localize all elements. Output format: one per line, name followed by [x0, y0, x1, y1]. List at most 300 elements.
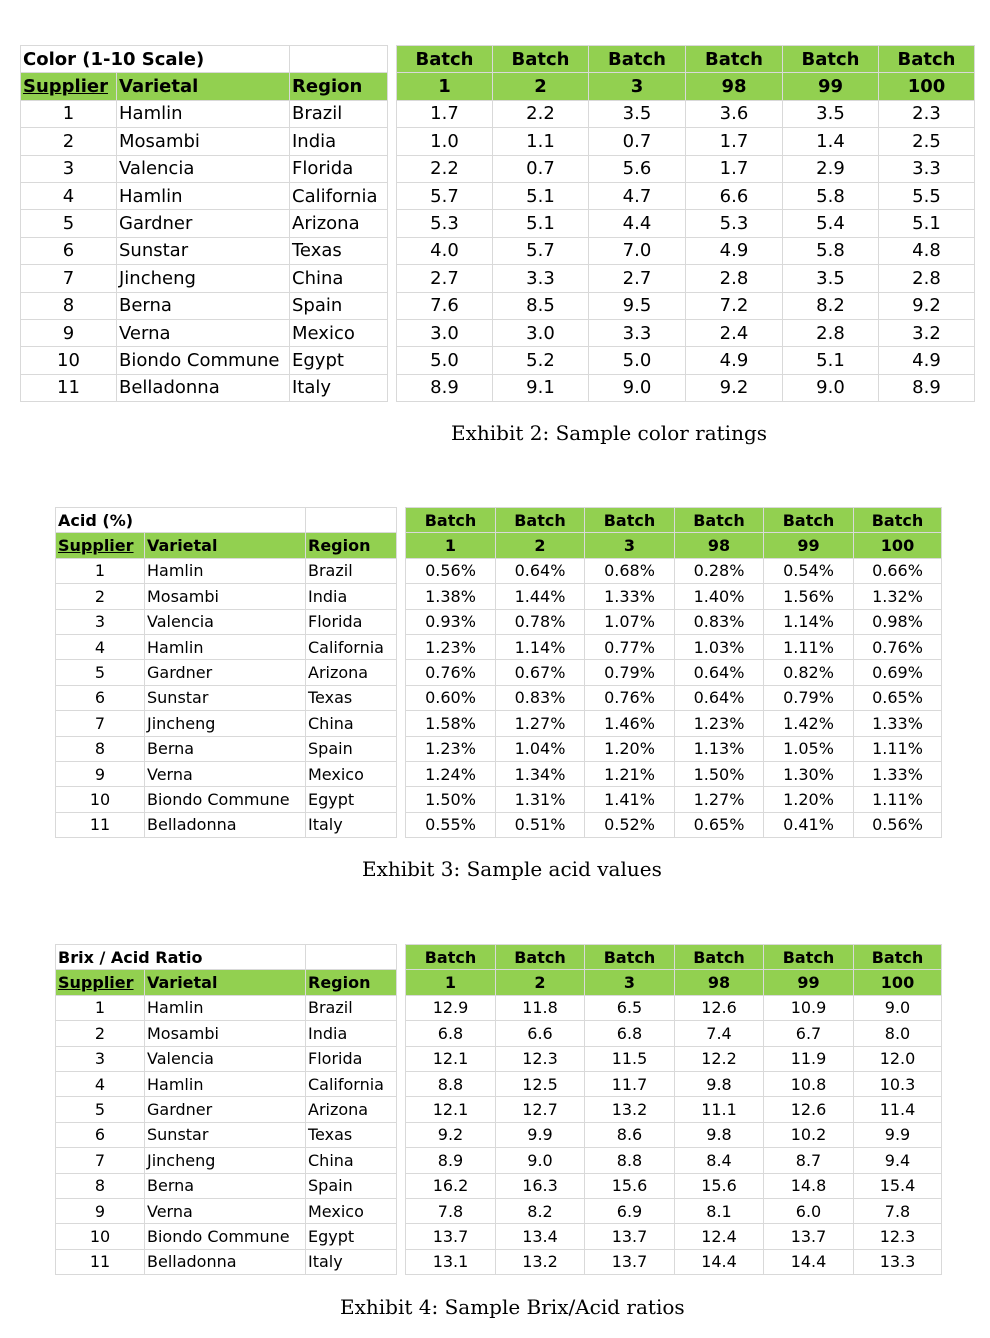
value-cell: 1.56%: [764, 584, 854, 609]
table-row: [21, 210, 975, 237]
value-cell: 5.4: [783, 210, 879, 237]
gap-cell: [388, 155, 397, 182]
varietal-cell: Hamlin: [145, 634, 306, 659]
value-cell: 3.0: [397, 319, 493, 346]
value-cell: 9.0: [783, 374, 879, 401]
gap-cell: [388, 237, 397, 264]
batch-header-label: Batch: [764, 945, 854, 970]
value-cell: 14.4: [675, 1249, 764, 1274]
table-row: [56, 1046, 942, 1071]
value-cell: 0.54%: [764, 558, 854, 583]
value-cell: 0.69%: [854, 660, 942, 685]
region-cell: Spain: [306, 1173, 397, 1198]
table-row: [56, 1071, 942, 1096]
value-cell: 11.7: [585, 1071, 675, 1096]
exhibit-2-caption: Exhibit 2: Sample color ratings: [451, 421, 768, 445]
value-cell: 6.8: [585, 1021, 675, 1046]
value-cell: 0.64%: [675, 685, 764, 710]
value-cell: 3.5: [589, 100, 686, 127]
value-cell: 0.77%: [585, 634, 675, 659]
gap-cell: [397, 508, 406, 533]
value-cell: 0.51%: [496, 812, 585, 837]
supplier-cell: 9: [56, 761, 145, 786]
table-row: [56, 1249, 942, 1274]
value-cell: 6.7: [764, 1021, 854, 1046]
value-cell: 0.79%: [585, 660, 675, 685]
value-cell: 0.64%: [675, 660, 764, 685]
varietal-cell: Jincheng: [145, 711, 306, 736]
value-cell: 12.7: [496, 1097, 585, 1122]
region-cell: Egypt: [306, 787, 397, 812]
table-row: [56, 685, 942, 710]
table-row: [56, 1173, 942, 1198]
value-cell: 9.9: [496, 1122, 585, 1147]
value-cell: 6.8: [406, 1021, 496, 1046]
value-cell: 1.0: [397, 128, 493, 155]
value-cell: 1.23%: [406, 634, 496, 659]
value-cell: 8.4: [675, 1148, 764, 1173]
value-cell: 1.34%: [496, 761, 585, 786]
value-cell: 8.9: [406, 1148, 496, 1173]
table-row: [56, 1224, 942, 1249]
value-cell: 1.20%: [764, 787, 854, 812]
value-cell: 1.07%: [585, 609, 675, 634]
blank-cell: [290, 46, 388, 73]
gap-cell: [397, 1021, 406, 1046]
value-cell: 14.8: [764, 1173, 854, 1198]
supplier-cell: 6: [21, 237, 117, 264]
value-cell: 7.8: [854, 1198, 942, 1223]
value-cell: 0.78%: [496, 609, 585, 634]
varietal-cell: Valencia: [117, 155, 290, 182]
batch-number-header: 100: [854, 970, 942, 995]
value-cell: 1.14%: [496, 634, 585, 659]
value-cell: 0.65%: [675, 812, 764, 837]
gap-cell: [397, 1071, 406, 1096]
table-row: [56, 609, 942, 634]
value-cell: 6.6: [496, 1021, 585, 1046]
batch-header-label: Batch: [585, 945, 675, 970]
batch-header-label: Batch: [585, 508, 675, 533]
value-cell: 0.82%: [764, 660, 854, 685]
batch-header-label: Batch: [406, 945, 496, 970]
varietal-cell: Gardner: [145, 660, 306, 685]
value-cell: 0.65%: [854, 685, 942, 710]
gap-cell: [397, 1224, 406, 1249]
region-cell: China: [290, 265, 388, 292]
region-header: Region: [290, 73, 388, 100]
gap-cell: [388, 265, 397, 292]
value-cell: 8.5: [493, 292, 589, 319]
varietal-cell: Gardner: [117, 210, 290, 237]
table-row: [56, 711, 942, 736]
region-cell: Arizona: [290, 210, 388, 237]
table-row: [21, 265, 975, 292]
varietal-header: Varietal: [145, 533, 306, 558]
value-cell: 5.1: [493, 210, 589, 237]
batch-number-header: 98: [675, 970, 764, 995]
gap-cell: [397, 609, 406, 634]
value-cell: 1.50%: [406, 787, 496, 812]
gap-cell: [397, 1173, 406, 1198]
value-cell: 4.8: [879, 237, 975, 264]
value-cell: 5.1: [493, 182, 589, 209]
value-cell: 1.24%: [406, 761, 496, 786]
region-cell: India: [306, 1021, 397, 1046]
gap-cell: [388, 292, 397, 319]
varietal-header: Varietal: [145, 970, 306, 995]
value-cell: 13.7: [406, 1224, 496, 1249]
gap-cell: [397, 1097, 406, 1122]
value-cell: 7.0: [589, 237, 686, 264]
value-cell: 7.4: [675, 1021, 764, 1046]
supplier-cell: 8: [21, 292, 117, 319]
table-row: [56, 558, 942, 583]
varietal-cell: Jincheng: [117, 265, 290, 292]
region-cell: Mexico: [306, 1198, 397, 1223]
supplier-header: Supplier: [21, 73, 117, 100]
varietal-cell: Mosambi: [145, 1021, 306, 1046]
value-cell: 5.0: [589, 347, 686, 374]
value-cell: 0.7: [589, 128, 686, 155]
table-row: [56, 787, 942, 812]
value-cell: 10.2: [764, 1122, 854, 1147]
value-cell: 4.9: [686, 237, 783, 264]
value-cell: 9.2: [879, 292, 975, 319]
value-cell: 2.8: [686, 265, 783, 292]
value-cell: 12.2: [675, 1046, 764, 1071]
varietal-cell: Sunstar: [145, 685, 306, 710]
region-cell: Arizona: [306, 660, 397, 685]
value-cell: 2.7: [589, 265, 686, 292]
table-row: [56, 1021, 942, 1046]
supplier-cell: 10: [56, 787, 145, 812]
value-cell: 1.40%: [675, 584, 764, 609]
region-cell: California: [306, 634, 397, 659]
varietal-cell: Mosambi: [117, 128, 290, 155]
supplier-cell: 8: [56, 1173, 145, 1198]
value-cell: 11.1: [675, 1097, 764, 1122]
value-cell: 13.7: [585, 1224, 675, 1249]
varietal-cell: Verna: [117, 319, 290, 346]
value-cell: 1.33%: [585, 584, 675, 609]
value-cell: 16.3: [496, 1173, 585, 1198]
value-cell: 4.7: [589, 182, 686, 209]
varietal-cell: Hamlin: [145, 1071, 306, 1096]
region-header: Region: [306, 533, 397, 558]
value-cell: 1.05%: [764, 736, 854, 761]
value-cell: 5.1: [783, 347, 879, 374]
value-cell: 4.9: [879, 347, 975, 374]
value-cell: 9.1: [493, 374, 589, 401]
batch-number-header: 2: [496, 970, 585, 995]
supplier-cell: 11: [56, 812, 145, 837]
value-cell: 13.7: [764, 1224, 854, 1249]
value-cell: 13.2: [585, 1097, 675, 1122]
supplier-cell: 4: [56, 634, 145, 659]
gap-cell: [397, 634, 406, 659]
varietal-cell: Jincheng: [145, 1148, 306, 1173]
value-cell: 8.2: [496, 1198, 585, 1223]
value-cell: 0.67%: [496, 660, 585, 685]
value-cell: 11.9: [764, 1046, 854, 1071]
value-cell: 0.76%: [585, 685, 675, 710]
value-cell: 1.30%: [764, 761, 854, 786]
value-cell: 1.23%: [675, 711, 764, 736]
value-cell: 0.64%: [496, 558, 585, 583]
varietal-cell: Hamlin: [145, 558, 306, 583]
value-cell: 8.8: [406, 1071, 496, 1096]
value-cell: 14.4: [764, 1249, 854, 1274]
table-row: [21, 100, 975, 127]
exhibit-3-acid-table: [55, 507, 942, 838]
value-cell: 2.5: [879, 128, 975, 155]
table-row: [56, 736, 942, 761]
varietal-cell: Valencia: [145, 1046, 306, 1071]
value-cell: 9.2: [406, 1122, 496, 1147]
region-cell: China: [306, 1148, 397, 1173]
value-cell: 5.8: [783, 182, 879, 209]
value-cell: 3.3: [589, 319, 686, 346]
value-cell: 1.44%: [496, 584, 585, 609]
batch-number-header: 99: [764, 533, 854, 558]
supplier-header: Supplier: [56, 970, 145, 995]
region-cell: Italy: [306, 812, 397, 837]
batch-number-header: 2: [493, 73, 589, 100]
table-row: [56, 761, 942, 786]
gap-cell: [397, 660, 406, 685]
value-cell: 7.6: [397, 292, 493, 319]
gap-cell: [397, 761, 406, 786]
acid-values-table: [55, 507, 942, 838]
region-cell: Italy: [290, 374, 388, 401]
region-cell: India: [290, 128, 388, 155]
batch-number-header: 2: [496, 533, 585, 558]
gap-cell: [397, 945, 406, 970]
region-cell: Texas: [306, 1122, 397, 1147]
value-cell: 1.41%: [585, 787, 675, 812]
region-cell: Egypt: [290, 347, 388, 374]
value-cell: 1.11%: [764, 634, 854, 659]
gap-cell: [397, 970, 406, 995]
value-cell: 1.7: [686, 155, 783, 182]
value-cell: 15.6: [585, 1173, 675, 1198]
supplier-cell: 2: [56, 584, 145, 609]
exhibit-3-caption: Exhibit 3: Sample acid values: [362, 857, 662, 881]
value-cell: 0.7: [493, 155, 589, 182]
value-cell: 1.11%: [854, 736, 942, 761]
value-cell: 8.8: [585, 1148, 675, 1173]
varietal-cell: Belladonna: [145, 812, 306, 837]
batch-header-label: Batch: [397, 46, 493, 73]
gap-cell: [397, 736, 406, 761]
value-cell: 10.9: [764, 995, 854, 1020]
supplier-cell: 2: [21, 128, 117, 155]
value-cell: 5.7: [493, 237, 589, 264]
varietal-cell: Hamlin: [145, 995, 306, 1020]
varietal-cell: Sunstar: [117, 237, 290, 264]
header-row-columns: [56, 970, 942, 995]
gap-cell: [388, 182, 397, 209]
varietal-cell: Verna: [145, 761, 306, 786]
value-cell: 12.6: [675, 995, 764, 1020]
value-cell: 13.4: [496, 1224, 585, 1249]
value-cell: 1.46%: [585, 711, 675, 736]
value-cell: 12.0: [854, 1046, 942, 1071]
value-cell: 1.11%: [854, 787, 942, 812]
batch-header-label: Batch: [496, 508, 585, 533]
table-row: [56, 1097, 942, 1122]
region-cell: Florida: [306, 609, 397, 634]
value-cell: 5.2: [493, 347, 589, 374]
supplier-cell: 3: [56, 609, 145, 634]
region-cell: California: [290, 182, 388, 209]
table-row: [56, 584, 942, 609]
value-cell: 6.6: [686, 182, 783, 209]
varietal-cell: Biondo Commune: [145, 1224, 306, 1249]
region-cell: Brazil: [306, 558, 397, 583]
gap-cell: [388, 374, 397, 401]
supplier-cell: 4: [21, 182, 117, 209]
supplier-cell: 10: [21, 347, 117, 374]
value-cell: 1.42%: [764, 711, 854, 736]
value-cell: 0.28%: [675, 558, 764, 583]
batch-number-header: 100: [879, 73, 975, 100]
header-row-columns: [21, 73, 975, 100]
value-cell: 0.76%: [854, 634, 942, 659]
value-cell: 0.66%: [854, 558, 942, 583]
supplier-cell: 11: [56, 1249, 145, 1274]
batch-number-header: 1: [406, 533, 496, 558]
value-cell: 0.52%: [585, 812, 675, 837]
batch-number-header: 3: [585, 970, 675, 995]
table-row: [21, 319, 975, 346]
value-cell: 9.4: [854, 1148, 942, 1173]
batch-number-header: 3: [585, 533, 675, 558]
value-cell: 0.56%: [406, 558, 496, 583]
region-cell: Arizona: [306, 1097, 397, 1122]
value-cell: 8.6: [585, 1122, 675, 1147]
varietal-cell: Berna: [145, 1173, 306, 1198]
gap-cell: [397, 533, 406, 558]
value-cell: 1.14%: [764, 609, 854, 634]
gap-cell: [397, 685, 406, 710]
value-cell: 7.2: [686, 292, 783, 319]
value-cell: 3.3: [879, 155, 975, 182]
value-cell: 16.2: [406, 1173, 496, 1198]
batch-header-label: Batch: [589, 46, 686, 73]
value-cell: 1.1: [493, 128, 589, 155]
value-cell: 1.33%: [854, 761, 942, 786]
supplier-cell: 10: [56, 1224, 145, 1249]
value-cell: 2.4: [686, 319, 783, 346]
varietal-cell: Hamlin: [117, 182, 290, 209]
value-cell: 0.56%: [854, 812, 942, 837]
batch-number-header: 1: [397, 73, 493, 100]
value-cell: 4.0: [397, 237, 493, 264]
batch-header-label: Batch: [854, 945, 942, 970]
value-cell: 9.2: [686, 374, 783, 401]
batch-number-header: 3: [589, 73, 686, 100]
value-cell: 2.2: [397, 155, 493, 182]
value-cell: 11.5: [585, 1046, 675, 1071]
value-cell: 1.58%: [406, 711, 496, 736]
table-row: [56, 995, 942, 1020]
region-cell: Mexico: [306, 761, 397, 786]
supplier-cell: 2: [56, 1021, 145, 1046]
varietal-cell: Belladonna: [145, 1249, 306, 1274]
blank-cell: [306, 508, 397, 533]
value-cell: 1.38%: [406, 584, 496, 609]
varietal-cell: Hamlin: [117, 100, 290, 127]
value-cell: 13.7: [585, 1249, 675, 1274]
value-cell: 12.3: [496, 1046, 585, 1071]
supplier-cell: 7: [21, 265, 117, 292]
header-row-batch: [21, 46, 975, 73]
varietal-cell: Sunstar: [145, 1122, 306, 1147]
value-cell: 8.9: [879, 374, 975, 401]
value-cell: 6.5: [585, 995, 675, 1020]
batch-header-label: Batch: [493, 46, 589, 73]
value-cell: 2.7: [397, 265, 493, 292]
table-row: [21, 347, 975, 374]
value-cell: 10.8: [764, 1071, 854, 1096]
batch-number-header: 100: [854, 533, 942, 558]
batch-header-label: Batch: [675, 508, 764, 533]
measure-label: Color (1-10 Scale): [21, 46, 290, 73]
table-row: [21, 292, 975, 319]
batch-header-label: Batch: [496, 945, 585, 970]
gap-cell: [397, 558, 406, 583]
value-cell: 8.7: [764, 1148, 854, 1173]
value-cell: 9.8: [675, 1122, 764, 1147]
gap-cell: [397, 584, 406, 609]
supplier-cell: 4: [56, 1071, 145, 1096]
value-cell: 0.60%: [406, 685, 496, 710]
value-cell: 1.20%: [585, 736, 675, 761]
value-cell: 1.50%: [675, 761, 764, 786]
batch-number-header: 99: [764, 970, 854, 995]
region-cell: Mexico: [290, 319, 388, 346]
exhibit-2-color-table: [20, 45, 975, 402]
value-cell: 0.83%: [496, 685, 585, 710]
varietal-cell: Biondo Commune: [117, 347, 290, 374]
table-row: [56, 812, 942, 837]
value-cell: 5.0: [397, 347, 493, 374]
value-cell: 8.0: [854, 1021, 942, 1046]
batch-number-header: 99: [783, 73, 879, 100]
table-row: [21, 374, 975, 401]
region-cell: Texas: [306, 685, 397, 710]
table-row: [21, 128, 975, 155]
value-cell: 6.0: [764, 1198, 854, 1223]
value-cell: 9.9: [854, 1122, 942, 1147]
gap-cell: [397, 1249, 406, 1274]
batch-header-label: Batch: [764, 508, 854, 533]
supplier-cell: 6: [56, 685, 145, 710]
varietal-cell: Berna: [145, 736, 306, 761]
value-cell: 12.6: [764, 1097, 854, 1122]
header-row-batch: [56, 508, 942, 533]
value-cell: 3.2: [879, 319, 975, 346]
value-cell: 6.9: [585, 1198, 675, 1223]
table-row: [56, 660, 942, 685]
value-cell: 1.27%: [675, 787, 764, 812]
value-cell: 13.3: [854, 1249, 942, 1274]
supplier-cell: 1: [21, 100, 117, 127]
value-cell: 5.5: [879, 182, 975, 209]
supplier-cell: 1: [56, 995, 145, 1020]
